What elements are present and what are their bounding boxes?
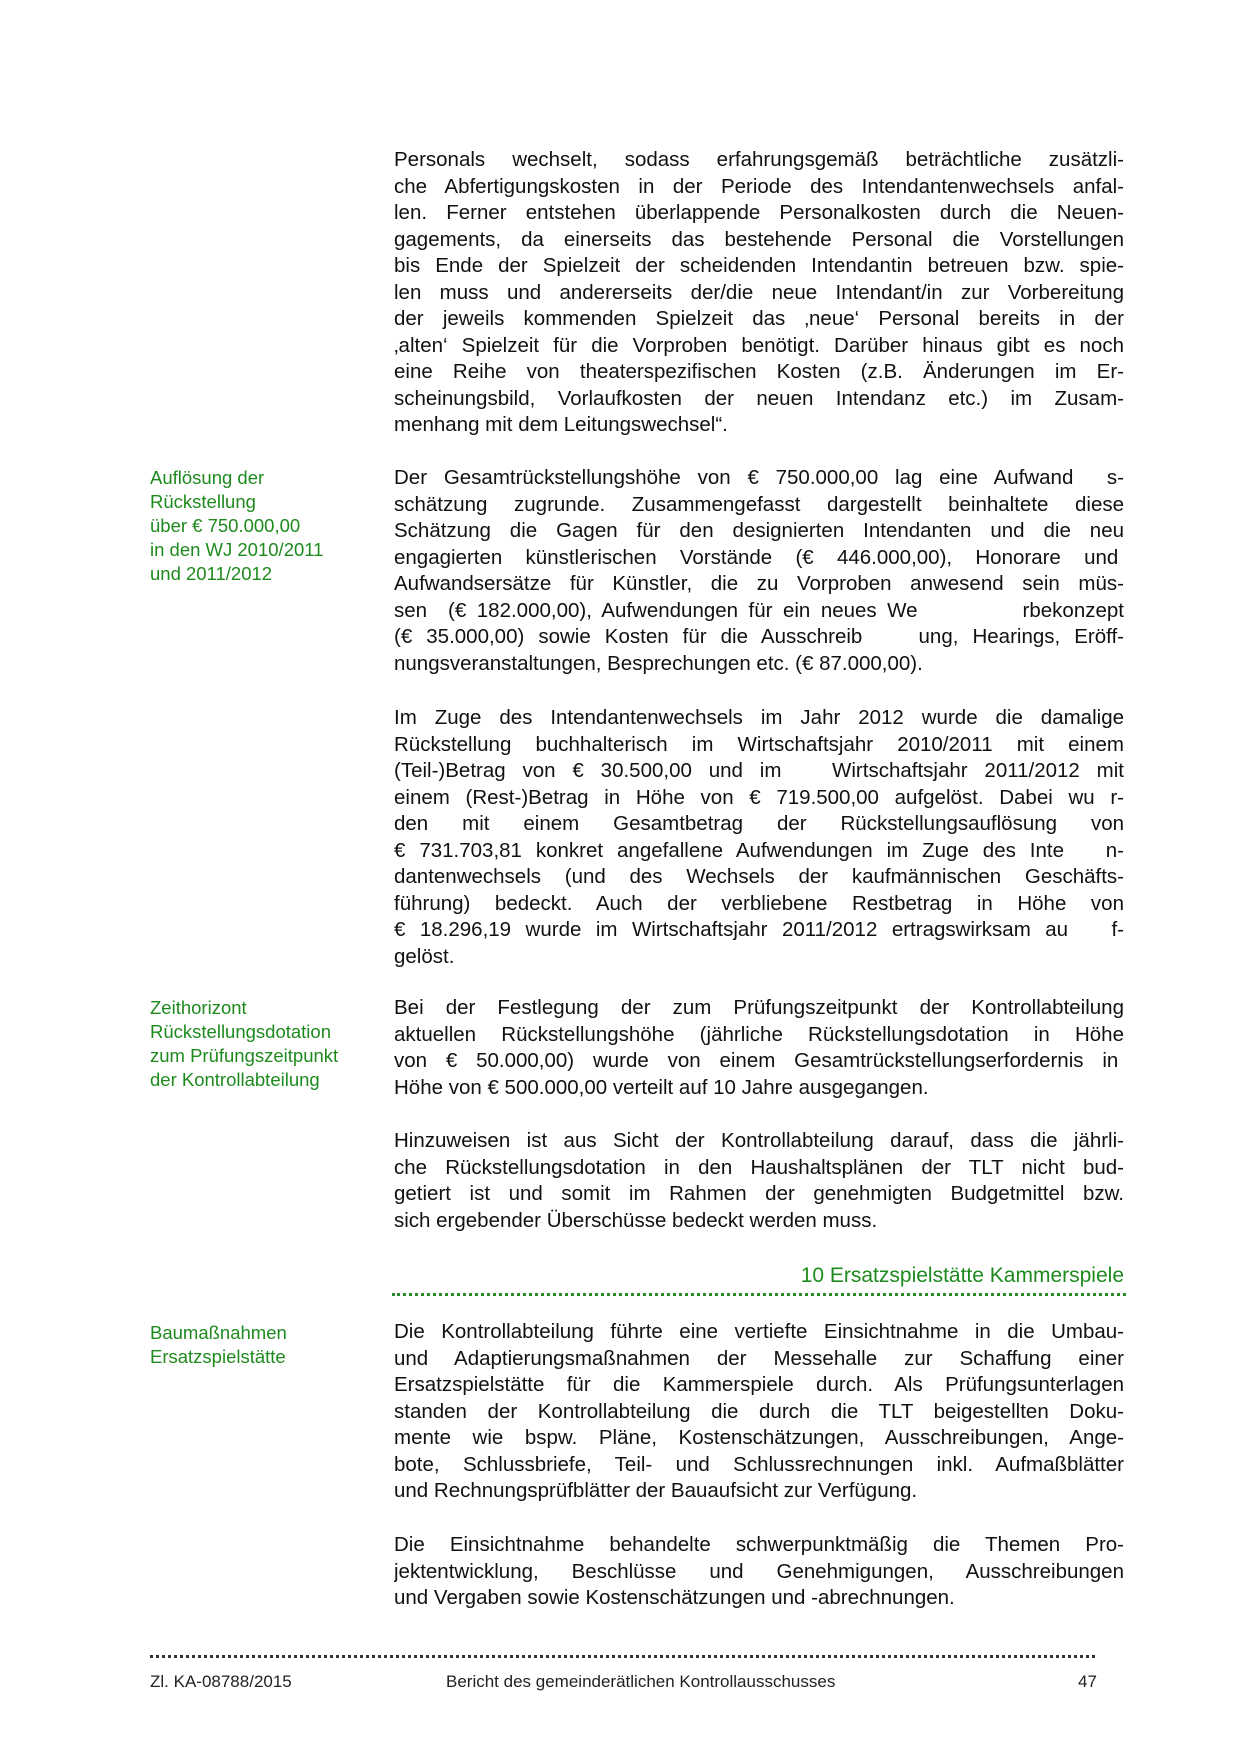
text-line: nungsveranstaltungen, Besprechungen etc. (€ 87.000,00).: [394, 651, 923, 675]
section-heading: 10 Ersatzspielstätte Kammerspiele: [800, 1264, 1124, 1287]
text-line: € 731.703,81 konkret angefallene Aufwendungen im Zuge des Inte n-: [394, 838, 1124, 862]
text-line: menhang mit dem Leitungswechsel“.: [394, 413, 728, 436]
text-line: sich ergebender Überschüsse bedeckt werden muss.: [394, 1208, 878, 1232]
footer-title: Bericht des gemeinderätlichen Kontrollausschusses: [446, 1672, 836, 1691]
paragraph-construction: [394, 1319, 1124, 1505]
footer-reference: Zl. KA-08788/2015: [150, 1672, 292, 1691]
text-line: aktuellen Rückstellungshöhe (jährliche Rückstellungsdotation in Höhe: [394, 1022, 1124, 1046]
text-line: che Rückstellungsdotation in den Haushaltsplänen der TLT nicht bud-: [394, 1155, 1124, 1179]
text-line: len muss und andererseits der/die neue Intendant/in zur Vorbereitung: [394, 280, 1124, 304]
text-line: (Teil-)Betrag von € 30.500,00 und im Wirtschaftsjahr 2011/2012 mit: [394, 759, 1124, 782]
margin-note-line: Auflösung der: [150, 467, 265, 488]
text-line: mente wie bspw. Pläne, Kostenschätzungen, Ausschreibungen, Ange-: [394, 1426, 1124, 1449]
text-line: führung) bedeckt. Auch der verbliebene Restbetrag in Höhe von: [394, 891, 1124, 915]
margin-note-provision-release: [150, 466, 365, 586]
paragraph-provision-estimate: [394, 465, 1124, 677]
text-line: Der Gesamtrückstellungshöhe von € 750.000,00 lag eine Aufwand s-: [394, 466, 1124, 489]
margin-note-line: Zeithorizont: [150, 997, 247, 1018]
text-line: den mit einem Gesamtbetrag der Rückstellungsauflösung von: [394, 812, 1124, 835]
section-divider: [392, 1293, 1126, 1296]
text-line: schätzung zugrunde. Zusammengefasst dargestellt beinhaltete diese: [394, 492, 1124, 516]
text-line: scheinungsbild, Vorlaufkosten der neuen Intendanz etc.) im Zusam-: [394, 386, 1124, 410]
paragraph-time-horizon: [394, 995, 1124, 1101]
text-line: und Rechnungsprüfblätter der Bauaufsicht zur Verfügung.: [394, 1479, 918, 1502]
margin-note-line: in den WJ 2010/2011: [150, 539, 324, 560]
paragraph-inspection-topics: [394, 1532, 1124, 1612]
text-line: Schätzung die Gagen für den designierten Intendanten und die neu: [394, 519, 1124, 542]
text-line: Aufwandsersätze für Künstler, die zu Vorproben anwesend sein müs-: [394, 572, 1124, 595]
text-line: engagierten künstlerischen Vorstände (€ 446.000,00), Honorare und: [394, 545, 1124, 569]
text-line: der jeweils kommenden Spielzeit das ‚neue‘ Personal bereits in der: [394, 307, 1124, 330]
margin-note-line: der Kontrollabteilung: [150, 1069, 320, 1090]
text-line: gelöst.: [394, 944, 455, 968]
text-line: und Vergaben sowie Kostenschätzungen und -abrechnungen.: [394, 1586, 955, 1609]
text-line: einem (Rest-)Betrag in Höhe von € 719.500,00 aufgelöst. Dabei wu r-: [394, 785, 1124, 809]
paragraph-budget-note: [394, 1128, 1124, 1234]
text-line: Rückstellung buchhalterisch im Wirtschaftsjahr 2010/2011 mit einem: [394, 732, 1124, 756]
margin-note-line: und 2011/2012: [150, 563, 273, 584]
text-line: Personals wechselt, sodass erfahrungsgemäß beträchtliche zusätzli-: [394, 148, 1124, 171]
text-line: bote, Schlussbriefe, Teil- und Schlussrechnungen inkl. Aufmaßblätter: [394, 1452, 1124, 1476]
text-line: von € 50.000,00) wurde von einem Gesamtrückstellungserfordernis in: [394, 1049, 1124, 1072]
text-line: sen (€ 182.000,00), Aufwendungen für ein neues We rbekonzept: [394, 598, 1124, 622]
text-line: len. Ferner entstehen überlappende Personalkosten durch die Neuen-: [394, 201, 1124, 224]
margin-note-line: Rückstellung: [150, 491, 256, 512]
paragraph-provision-release: [394, 705, 1124, 970]
margin-note-time-horizon: [150, 996, 365, 1092]
margin-note-construction: [150, 1321, 365, 1369]
page-number: 47: [1078, 1672, 1097, 1691]
text-line: Bei der Festlegung der zum Prüfungszeitpunkt der Kontrollabteilung: [394, 996, 1124, 1019]
paragraph-personnel-costs: [394, 147, 1124, 439]
margin-note-line: zum Prüfungszeitpunkt: [150, 1045, 339, 1066]
text-line: Die Einsichtnahme behandelte schwerpunktmäßig die Themen Pro-: [394, 1533, 1124, 1556]
text-line: gagements, da einerseits das bestehende Personal die Vorstellungen: [394, 227, 1124, 251]
margin-note-line: Ersatzspielstätte: [150, 1346, 286, 1367]
text-line: Hinzuweisen ist aus Sicht der Kontrollabteilung darauf, dass die jährli-: [394, 1129, 1124, 1152]
text-line: standen der Kontrollabteilung die durch die TLT beigestellten Doku-: [394, 1399, 1124, 1423]
text-line: eine Reihe von theaterspezifischen Kosten (z.B. Änderungen im Er-: [394, 360, 1124, 383]
margin-note-line: Rückstellungsdotation: [150, 1021, 331, 1042]
footer-divider: [150, 1655, 1095, 1658]
margin-note-line: Baumaßnahmen: [150, 1322, 287, 1343]
text-line: Im Zuge des Intendantenwechsels im Jahr 2012 wurde die damalige: [394, 706, 1124, 729]
text-line: € 18.296,19 wurde im Wirtschaftsjahr 2011/2012 ertragswirksam au f-: [394, 918, 1124, 941]
text-line: (€ 35.000,00) sowie Kosten für die Ausschreib ung, Hearings, Eröff-: [394, 625, 1124, 648]
text-line: und Adaptierungsmaßnahmen der Messehalle zur Schaffung einer: [394, 1346, 1124, 1370]
text-line: Die Kontrollabteilung führte eine vertiefte Einsichtnahme in die Umbau-: [394, 1320, 1124, 1343]
text-line: dantenwechsels (und des Wechsels der kaufmännischen Geschäfts-: [394, 865, 1124, 888]
text-line: bis Ende der Spielzeit der scheidenden Intendantin betreuen bzw. spie-: [394, 254, 1124, 277]
text-line: Höhe von € 500.000,00 verteilt auf 10 Jahre ausgegangen.: [394, 1075, 929, 1099]
text-line: che Abfertigungskosten in der Periode des Intendantenwechsels anfal-: [394, 174, 1124, 198]
margin-note-line: über € 750.000,00: [150, 515, 301, 536]
text-line: getiert ist und somit im Rahmen der genehmigten Budgetmittel bzw.: [394, 1182, 1124, 1205]
text-line: ‚alten‘ Spielzeit für die Vorproben benötigt. Darüber hinaus gibt es noch: [394, 333, 1124, 357]
text-line: jektentwicklung, Beschlüsse und Genehmigungen, Ausschreibungen: [394, 1559, 1124, 1583]
text-line: Ersatzspielstätte für die Kammerspiele durch. Als Prüfungsunterlagen: [394, 1373, 1124, 1396]
